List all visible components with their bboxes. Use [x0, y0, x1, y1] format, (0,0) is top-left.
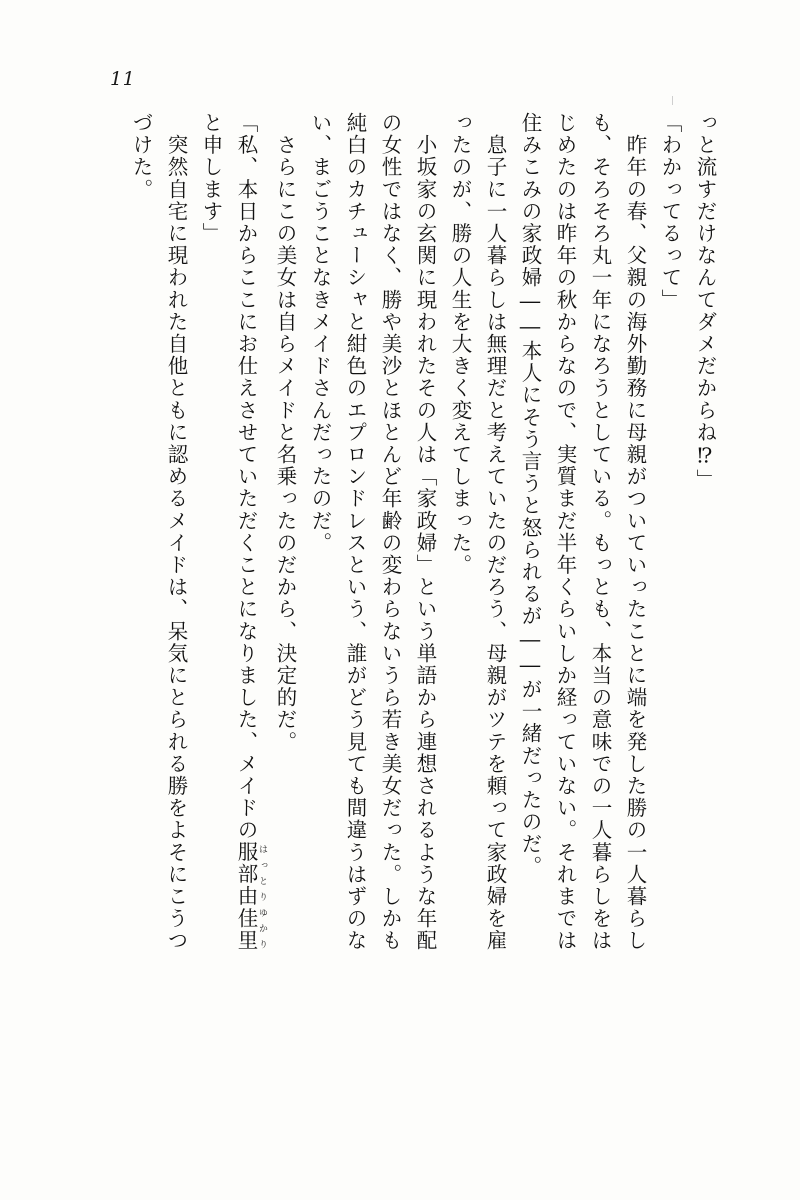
paragraph: ったのが、勝の人生を大きく変えてしまった。	[448, 112, 472, 577]
paragraph: 昨年の春、父親の海外勤務に母親がついていったことに端を発した勝の一人暮らし	[623, 112, 647, 952]
paragraph: 純白のカチューシャと紺色のエプロンドレスという、誰がどう見ても間違うはずのな	[343, 112, 367, 952]
paragraph: っと流すだけなんてダメだからね⁉」	[693, 112, 717, 492]
page-number: 11	[110, 68, 136, 90]
paragraph: づけた。	[129, 112, 153, 201]
paragraph-with-ruby	[228, 112, 267, 1122]
paragraph: 「わかってるって」	[658, 112, 682, 311]
paragraph: 住みこみの家政婦――本人にそう言うと怒られるが――が一緒だったのだ。	[518, 112, 542, 878]
ruby-annotation	[234, 841, 267, 952]
paragraph: さらにこの美女は自らメイドと名乗ったのだから、決定的だ。	[273, 112, 297, 753]
ruby-base: 服部由佳里	[234, 841, 258, 952]
paragraph: 突然自宅に現われた自他ともに認めるメイドは、呆気にとられる勝をよそにこうつ	[164, 112, 188, 952]
paragraph: じめたのは昨年の秋からなので、実質まだ半年くらいしか経っていない。それまでは	[553, 112, 577, 952]
paragraph: 息子に一人暮らしは無理だと考えていたのだろう、母親がツテを頼って家政婦を雇	[483, 112, 507, 952]
page-body-text	[124, 112, 722, 1122]
paragraph: の女性ではなく、勝や美沙とほとんど年齢の変わらないうら若き美女だった。しかも	[378, 112, 402, 952]
paragraph: も、そろそろ丸一年になろうとしている。もっとも、本当の意味での一人暮らしをは	[588, 112, 612, 952]
paragraph: い、まごうことなきメイドさんだったのだ。	[308, 112, 332, 554]
page-edge-tick	[672, 96, 673, 105]
paragraph: と申します」	[199, 112, 223, 245]
ruby-reading: はっとりゆかり	[257, 841, 267, 952]
paragraph-text-before-ruby: 「私、本日からここにお仕えさせていただくことになりました、メイドの	[234, 112, 258, 842]
paragraph: 小坂家の玄関に現われたその人は「家政婦」という単語から連想されるような年配	[413, 112, 437, 952]
